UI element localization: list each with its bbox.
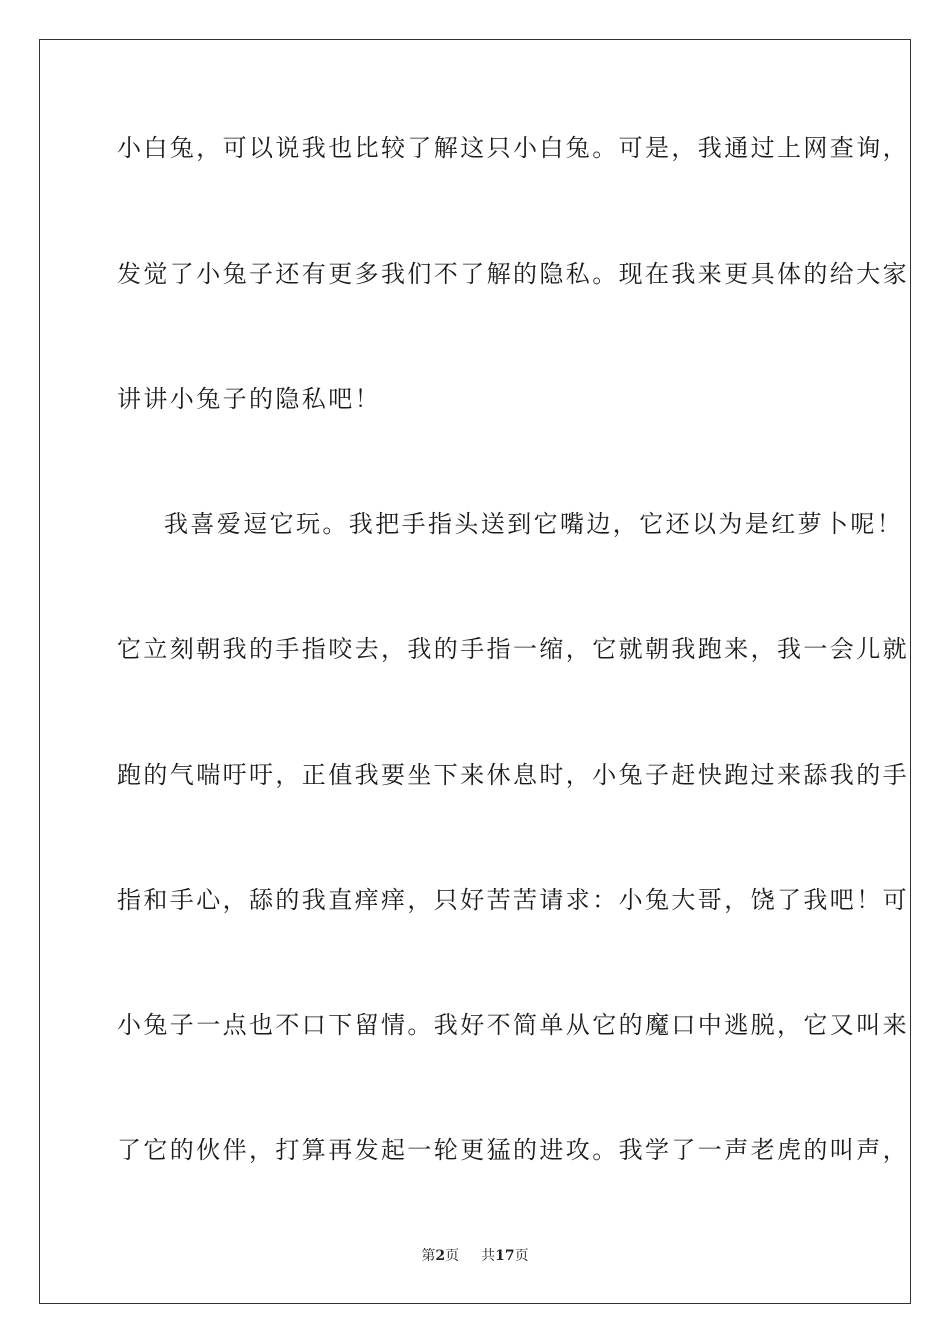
total-pages: 17: [495, 1248, 515, 1264]
text-line-7: 指和手心，舔的我直痒痒，只好苦苦请求：小兔大哥，饶了我吧！可: [117, 886, 909, 914]
page-border: [39, 39, 911, 1304]
text-line-8: 小兔子一点也不口下留情。我好不简单从它的魔口中逃脱，它又叫来: [117, 1011, 909, 1039]
paragraph-start-line: 我喜爱逗它玩。我把手指头送到它嘴边，它还以为是红萝卜呢！: [164, 510, 904, 538]
total-prefix: 共: [481, 1248, 496, 1264]
text-line-3: 讲讲小兔子的隐私吧！: [117, 385, 381, 413]
page-suffix: 页: [445, 1248, 460, 1264]
page-prefix: 第: [421, 1248, 436, 1264]
text-line-5: 它立刻朝我的手指咬去，我的手指一缩，它就朝我跑来，我一会儿就: [117, 635, 909, 663]
page-number: 2: [435, 1248, 446, 1264]
page-footer: [0, 1247, 950, 1265]
text-line-1: 小白兔，可以说我也比较了解这只小白兔。可是，我通过上网查询，: [117, 134, 909, 162]
text-line-6: 跑的气喘吁吁，正值我要坐下来休息时，小兔子赶快跑过来舔我的手: [117, 761, 909, 789]
total-suffix: 页: [514, 1248, 529, 1264]
text-line-9: 了它的伙伴，打算再发起一轮更猛的进攻。我学了一声老虎的叫声，: [117, 1136, 909, 1164]
text-line-2: 发觉了小兔子还有更多我们不了解的隐私。现在我来更具体的给大家: [117, 260, 909, 288]
